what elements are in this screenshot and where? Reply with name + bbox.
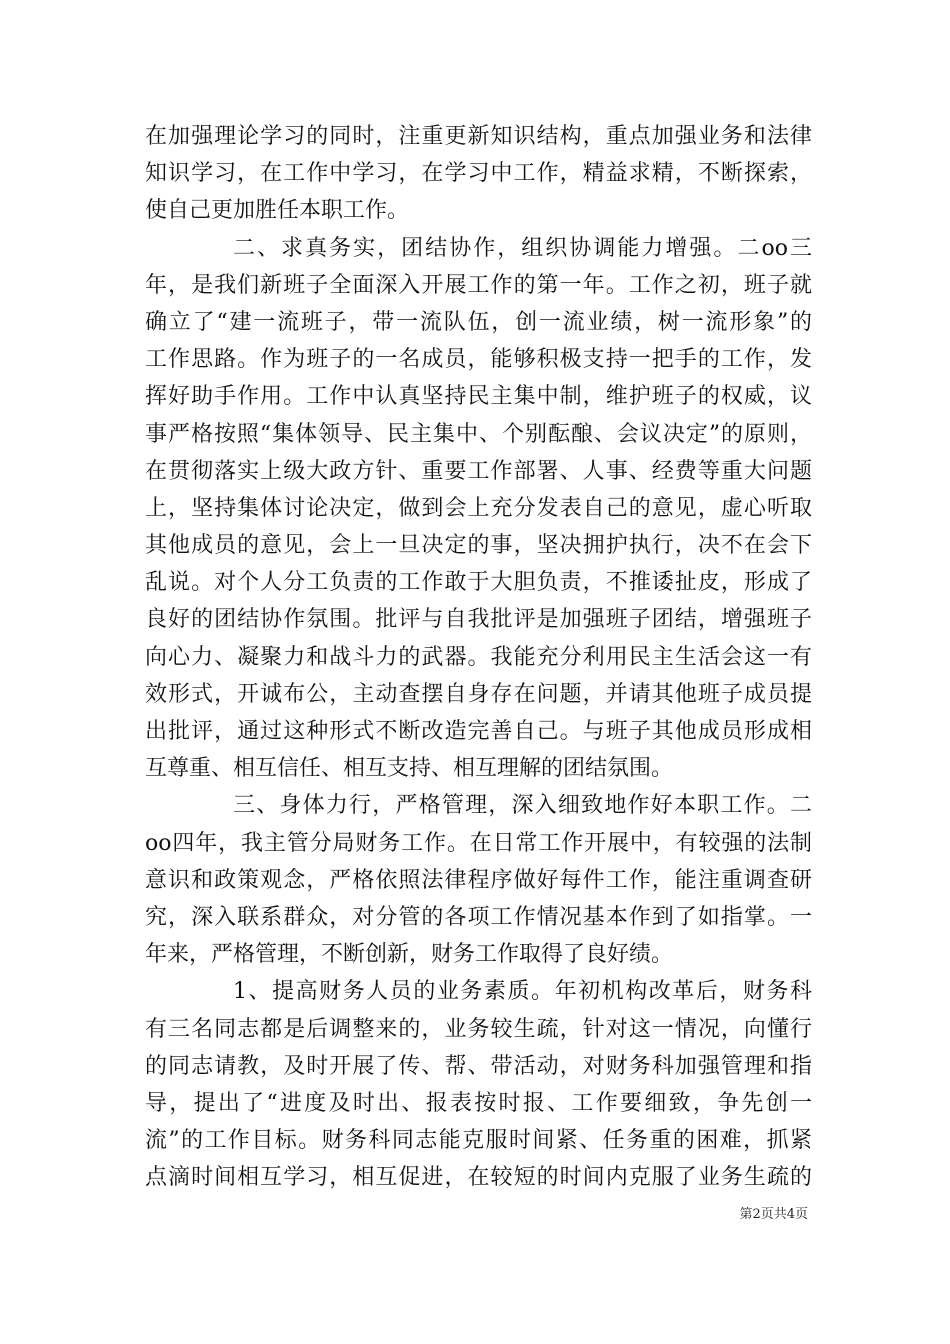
text-line: 流”的工作目标。财务科同志能克服时间紧、任务重的困难，抓紧: [145, 1128, 812, 1154]
page-number: 第2页共4页: [739, 1207, 808, 1222]
text-line: 究，深入联系群众，对分管的各项工作情况基本作到了如指掌。一: [145, 904, 812, 930]
text-line: 工作思路。作为班子的一名成员，能够积极支持一把手的工作，发: [145, 347, 812, 373]
text-line: 事严格按照“集体领导、民主集中、个别酝酿、会议决定”的原则，: [145, 421, 812, 447]
text-line: 年，是我们新班子全面深入开展工作的第一年。工作之初，班子就: [145, 272, 812, 298]
text-line: 互尊重、相互信任、相互支持、相互理解的团结氛围。: [145, 756, 674, 782]
text-line: 向心力、凝聚力和战斗力的武器。我能充分利用民主生活会这一有: [145, 644, 812, 670]
text-line: oo四年，我主管分局财务工作。在日常工作开展中，有较强的法制: [145, 830, 812, 856]
text-line: 知识学习，在工作中学习，在学习中工作，精益求精，不断探索，: [145, 161, 812, 187]
text-line: 出批评，通过这种形式不断改造完善自己。与班子其他成员形成相: [145, 719, 812, 744]
text-line: 在加强理论学习的同时，注重更新知识结构，重点加强业务和法律: [145, 124, 812, 149]
text-line: 意识和政策观念，严格依照法律程序做好每件工作，能注重调查研: [145, 867, 812, 893]
text-line: 使自己更加胜任本职工作。: [145, 198, 410, 224]
text-line: 的同志请教，及时开展了传、帮、带活动，对财务科加强管理和指: [145, 1053, 812, 1079]
text-line: 良好的团结协作氛围。批评与自我批评是加强班子团结，增强班子: [145, 607, 812, 633]
paragraph-first-line: 1、提高财务人员的业务素质。年初机构改革后，财务科: [233, 979, 812, 1005]
text-line: 有三名同志都是后调整来的，业务较生疏，针对这一情况，向懂行: [145, 1016, 812, 1042]
paragraph-first-line: 二、求真务实，团结协作，组织协调能力增强。二oo三: [233, 235, 812, 261]
text-line: 其他成员的意见，会上一旦决定的事，坚决拥护执行，决不在会下: [145, 533, 812, 559]
text-line: 年来，严格管理，不断创新，财务工作取得了良好绩。: [145, 942, 674, 968]
text-line: 点滴时间相互学习，相互促进，在较短的时间内克服了业务生疏的: [145, 1165, 812, 1191]
paragraph-first-line: 三、身体力行，严格管理，深入细致地作好本职工作。二: [233, 793, 812, 819]
text-line: 上，坚持集体讨论决定，做到会上充分发表自己的意见，虚心听取: [145, 495, 812, 521]
text-line: 确立了“建一流班子，带一流队伍，创一流业绩，树一流形象”的: [145, 309, 812, 335]
text-line: 在贯彻落实上级大政方针、重要工作部署、人事、经费等重大问题: [145, 458, 812, 484]
text-line: 挥好助手作用。工作中认真坚持民主集中制，维护班子的权威，议: [145, 384, 812, 410]
text-line: 导，提出了“进度及时出、报表按时报、工作要细致，争先创一: [145, 1090, 812, 1116]
text-line: 乱说。对个人分工负责的工作敢于大胆负责，不推诿扯皮，形成了: [145, 570, 812, 596]
text-line: 效形式，开诚布公，主动查摆自身存在问题，并请其他班子成员提: [145, 681, 812, 707]
document-body: [145, 118, 812, 1196]
